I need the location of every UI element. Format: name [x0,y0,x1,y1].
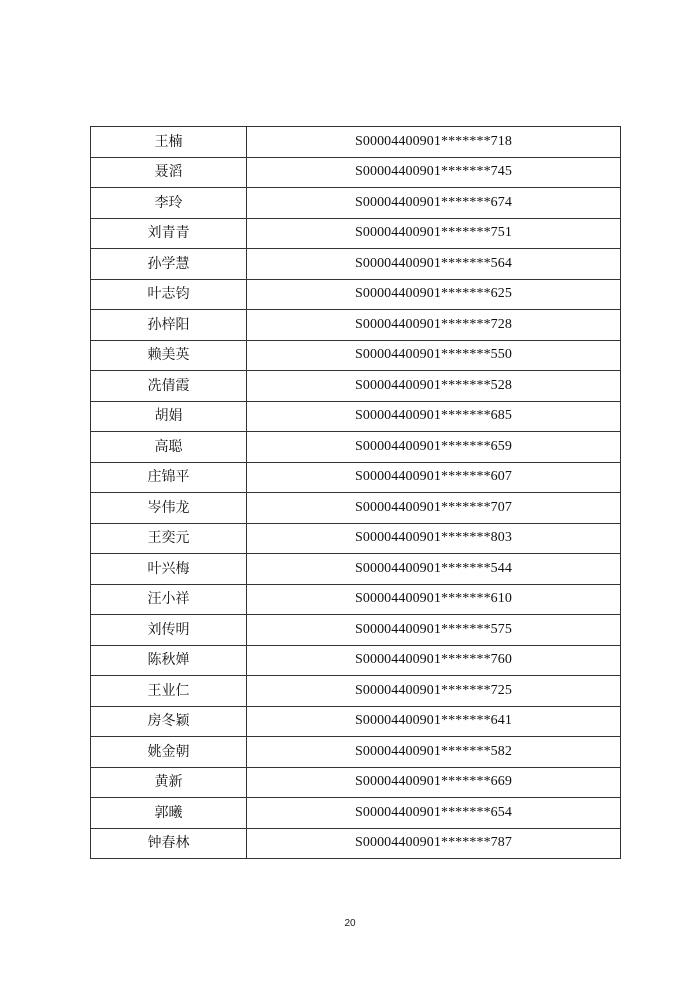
roster-table-body [91,127,621,859]
certificate-id-cell: S00004400901*******725 [247,676,621,707]
certificate-id-cell: S00004400901*******564 [247,249,621,280]
person-name-cell: 王业仁 [91,676,247,707]
certificate-id-cell: S00004400901*******550 [247,340,621,371]
person-name-cell: 冼倩霞 [91,371,247,402]
certificate-id-cell: S00004400901*******674 [247,188,621,219]
table-row [91,188,621,219]
certificate-id-cell: S00004400901*******760 [247,645,621,676]
person-name-cell: 王奕元 [91,523,247,554]
person-name-cell: 赖美英 [91,340,247,371]
person-name-cell: 刘传明 [91,615,247,646]
certificate-id-cell: S00004400901*******654 [247,798,621,829]
person-name-cell: 王楠 [91,127,247,158]
certificate-id-cell: S00004400901*******582 [247,737,621,768]
person-name-cell: 房冬颖 [91,706,247,737]
table-row [91,218,621,249]
certificate-id-cell: S00004400901*******575 [247,615,621,646]
person-name-cell: 李玲 [91,188,247,219]
person-name-cell: 叶兴梅 [91,554,247,585]
certificate-id-cell: S00004400901*******751 [247,218,621,249]
table-row [91,554,621,585]
table-row [91,127,621,158]
table-row [91,432,621,463]
person-name-cell: 庄锦平 [91,462,247,493]
table-row [91,493,621,524]
person-name-cell: 钟春林 [91,828,247,859]
table-row [91,279,621,310]
certificate-id-cell: S00004400901*******528 [247,371,621,402]
table-row [91,767,621,798]
table-row [91,798,621,829]
person-name-cell: 郭曦 [91,798,247,829]
table-row [91,523,621,554]
table-row [91,157,621,188]
table-row [91,310,621,341]
person-name-cell: 汪小祥 [91,584,247,615]
table-row [91,828,621,859]
certificate-id-cell: S00004400901*******610 [247,584,621,615]
certificate-id-cell: S00004400901*******728 [247,310,621,341]
table-row [91,676,621,707]
certificate-id-cell: S00004400901*******641 [247,706,621,737]
person-name-cell: 姚金朝 [91,737,247,768]
person-name-cell: 叶志钧 [91,279,247,310]
certificate-id-cell: S00004400901*******787 [247,828,621,859]
certificate-id-cell: S00004400901*******685 [247,401,621,432]
page-number: 20 [344,918,356,929]
certificate-id-cell: S00004400901*******607 [247,462,621,493]
table-row [91,645,621,676]
table-row [91,340,621,371]
certificate-id-cell: S00004400901*******707 [247,493,621,524]
certificate-id-cell: S00004400901*******803 [247,523,621,554]
person-name-cell: 胡娟 [91,401,247,432]
table-row [91,706,621,737]
person-name-cell: 孙梓阳 [91,310,247,341]
table-row [91,249,621,280]
certificate-id-cell: S00004400901*******625 [247,279,621,310]
person-name-cell: 陈秋婵 [91,645,247,676]
table-row [91,401,621,432]
certificate-id-cell: S00004400901*******659 [247,432,621,463]
person-name-cell: 聂滔 [91,157,247,188]
certificate-id-cell: S00004400901*******745 [247,157,621,188]
table-row [91,737,621,768]
certificate-id-cell: S00004400901*******544 [247,554,621,585]
person-name-cell: 黄新 [91,767,247,798]
person-name-cell: 岑伟龙 [91,493,247,524]
table-row [91,462,621,493]
person-name-cell: 刘青青 [91,218,247,249]
table-row [91,371,621,402]
person-name-cell: 高聪 [91,432,247,463]
certificate-id-cell: S00004400901*******669 [247,767,621,798]
person-name-cell: 孙学慧 [91,249,247,280]
roster-table [90,126,621,859]
certificate-id-cell: S00004400901*******718 [247,127,621,158]
table-row [91,584,621,615]
table-row [91,615,621,646]
